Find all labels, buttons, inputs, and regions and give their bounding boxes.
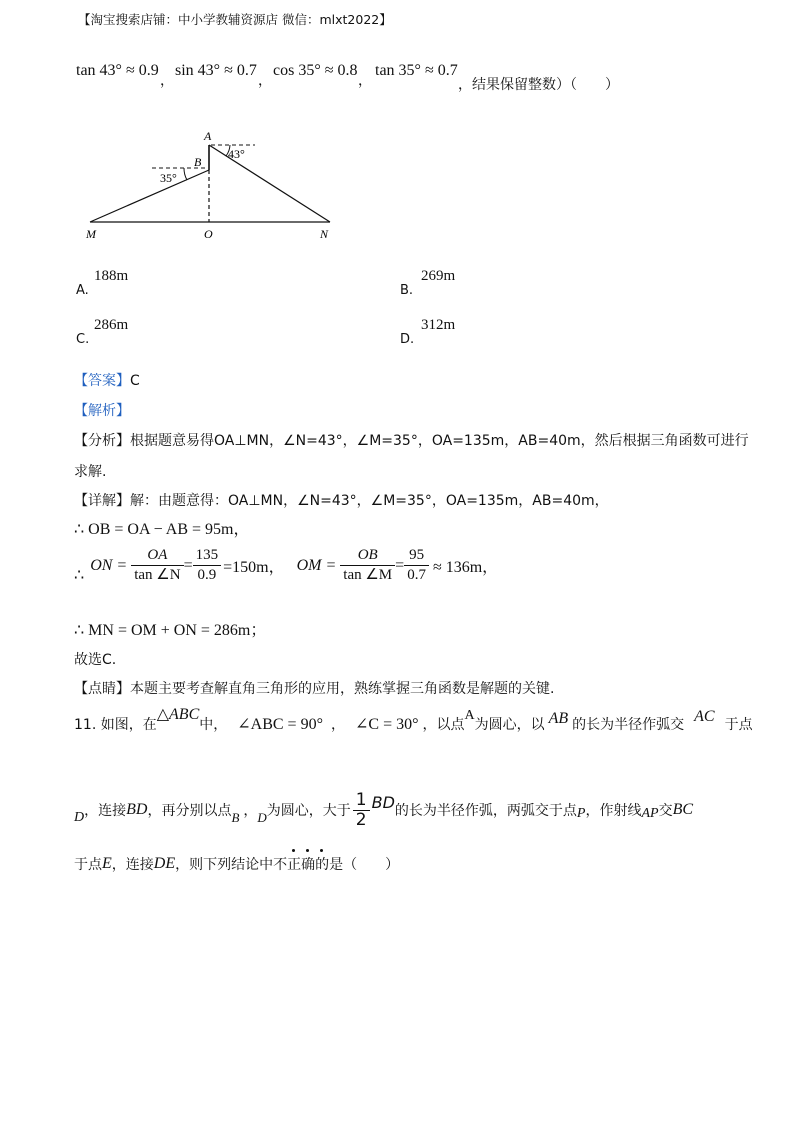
q11-point-d2: D bbox=[257, 810, 267, 825]
q11-text: 于点 bbox=[724, 717, 753, 733]
q11-de: DE bbox=[153, 855, 176, 872]
q11-point-a: A bbox=[464, 708, 475, 723]
label-angle-a: 43° bbox=[228, 147, 245, 161]
comment-tag: 【点睛】 bbox=[74, 681, 130, 697]
q11-text: 交 bbox=[658, 803, 673, 819]
on-fraction-2: $\frac{135}{0.9}$ bbox=[193, 546, 222, 585]
detail-choice: 故选C. bbox=[74, 652, 117, 668]
on-result: =150m， bbox=[223, 559, 285, 576]
option-b-value: 269m bbox=[421, 268, 456, 284]
option-d-value: 312m bbox=[421, 317, 456, 333]
fenxi-tag: 【分析】 bbox=[74, 433, 130, 449]
answer-line bbox=[74, 370, 140, 390]
geometry-figure bbox=[80, 125, 350, 245]
answer-value: C bbox=[130, 373, 140, 389]
q11-bd2: BD bbox=[371, 792, 395, 812]
option-c-letter: C. bbox=[76, 332, 90, 347]
equals: = bbox=[183, 556, 193, 574]
q11-line3 bbox=[74, 852, 399, 876]
page-header: 【淘宝搜索店铺：中小学教辅资源店 微信：mlxt2022】 bbox=[78, 12, 392, 27]
q11-angle-c: ∠C = 30° bbox=[354, 716, 419, 733]
option-a-value: 188m bbox=[94, 268, 129, 284]
q11-bd: BD bbox=[126, 801, 148, 818]
q11-text: ，作射线 bbox=[585, 803, 642, 819]
given-sep: ， bbox=[358, 73, 372, 89]
q11-ap: AP bbox=[641, 806, 659, 821]
q11-text: ，连接 bbox=[84, 803, 127, 819]
label-m: M bbox=[86, 227, 96, 241]
therefore-symbol: ∴ bbox=[74, 566, 85, 584]
emphasis-dot bbox=[306, 849, 309, 852]
given-tan43: tan 43° ≈ 0.9 bbox=[76, 62, 159, 79]
q11-point-e: E bbox=[102, 855, 112, 872]
fenxi-text: 根据题意易得OA⊥MN，∠N=43°，∠M=35°，OA=135m，AB=40m，然后根据三角函数可进行 bbox=[130, 433, 749, 449]
given-tan35: tan 35° ≈ 0.7 bbox=[375, 62, 458, 79]
om-fraction-1: $\frac{OB}{\tan \angle M}$ bbox=[340, 546, 395, 585]
q11-text: ，再分别以点 bbox=[147, 803, 232, 819]
comment-text: 本题主要考查解直角三角形的应用，熟练掌握三角函数是解题的关键. bbox=[130, 681, 555, 697]
emphasis-dot bbox=[292, 849, 295, 852]
given-sep: ， bbox=[258, 73, 272, 89]
fenxi-line2: 求解. bbox=[74, 464, 107, 480]
equals: = bbox=[395, 556, 405, 574]
q11-bc: BC bbox=[672, 801, 694, 818]
label-b: B bbox=[194, 155, 202, 169]
angle-arc-b bbox=[184, 168, 187, 180]
comment-line bbox=[74, 678, 554, 698]
q11-point-p: P bbox=[576, 806, 586, 821]
detail-fraction-line bbox=[74, 546, 498, 585]
detail-text: 解：由题意得：OA⊥MN，∠N=43°，∠M=35°，OA=135m，AB=40m， bbox=[130, 493, 609, 509]
q11-text: ， bbox=[243, 803, 258, 819]
detail-step3: ∴ MN = OM + ON = 286m； bbox=[74, 622, 267, 639]
q11-text: 为圆心，大于 bbox=[266, 803, 351, 819]
option-a-letter: A. bbox=[76, 283, 89, 298]
label-a: A bbox=[204, 129, 212, 143]
q11-ab: AB bbox=[548, 710, 569, 727]
q11-text: ，以点 bbox=[422, 717, 465, 733]
q11-text: 于点 bbox=[74, 857, 102, 873]
q11-text: ，连接 bbox=[111, 857, 154, 873]
emphasis-dot bbox=[320, 849, 323, 852]
given-tail: ，结果保留整数）（ ） bbox=[458, 77, 619, 93]
label-n: N bbox=[320, 227, 329, 241]
om-lhs: OM = bbox=[296, 556, 337, 574]
q11-text: 的长为半径作弧，两弧交于点 bbox=[394, 803, 577, 819]
analysis-tag: 【解析】 bbox=[74, 403, 130, 419]
given-sin43: sin 43° ≈ 0.7 bbox=[175, 62, 257, 79]
q11-ac: AC bbox=[694, 708, 715, 725]
detail-step1: ∴ OB = OA − AB = 95m， bbox=[74, 521, 250, 538]
option-b-letter: B. bbox=[400, 283, 414, 298]
given-sep: ， bbox=[160, 73, 174, 89]
q11-point-d: D bbox=[74, 810, 85, 825]
detail-line1 bbox=[74, 490, 609, 510]
q11-half: $\frac{1}{2}$ bbox=[353, 791, 370, 830]
q11-triangle: △ABC bbox=[156, 706, 200, 723]
om-result: ≈ 136m， bbox=[432, 559, 499, 576]
label-o: O bbox=[204, 227, 213, 241]
q11-text: 为圆心，以 bbox=[474, 717, 545, 733]
q11-comma: ， bbox=[330, 717, 345, 733]
q11-point-b: B bbox=[231, 810, 240, 825]
answer-tag: 【答案】 bbox=[74, 373, 130, 389]
option-c-value: 286m bbox=[94, 317, 129, 333]
q11-text: 的长为半径作弧交 bbox=[572, 717, 685, 733]
detail-tag: 【详解】 bbox=[74, 493, 130, 509]
on-lhs: ON = bbox=[90, 556, 128, 574]
segment-bm bbox=[90, 170, 209, 222]
om-fraction-2: $\frac{95}{0.7}$ bbox=[404, 546, 429, 585]
q11-intro: 11. 如图，在 bbox=[74, 717, 157, 733]
option-d-letter: D. bbox=[400, 332, 415, 347]
q11-line2 bbox=[74, 788, 693, 832]
q11-angle-abc: ∠ABC = 90° bbox=[237, 716, 323, 733]
label-angle-b: 35° bbox=[160, 171, 177, 185]
q11-line1 bbox=[74, 706, 753, 734]
q11-question-end: ，则下列结论中不正确的是（ ） bbox=[175, 857, 400, 873]
fenxi-line1 bbox=[74, 430, 749, 450]
on-fraction-1: $\frac{OA}{\tan \angle N}$ bbox=[131, 546, 183, 585]
q11-text: 中， bbox=[199, 717, 228, 733]
given-cos35: cos 35° ≈ 0.8 bbox=[273, 62, 358, 79]
